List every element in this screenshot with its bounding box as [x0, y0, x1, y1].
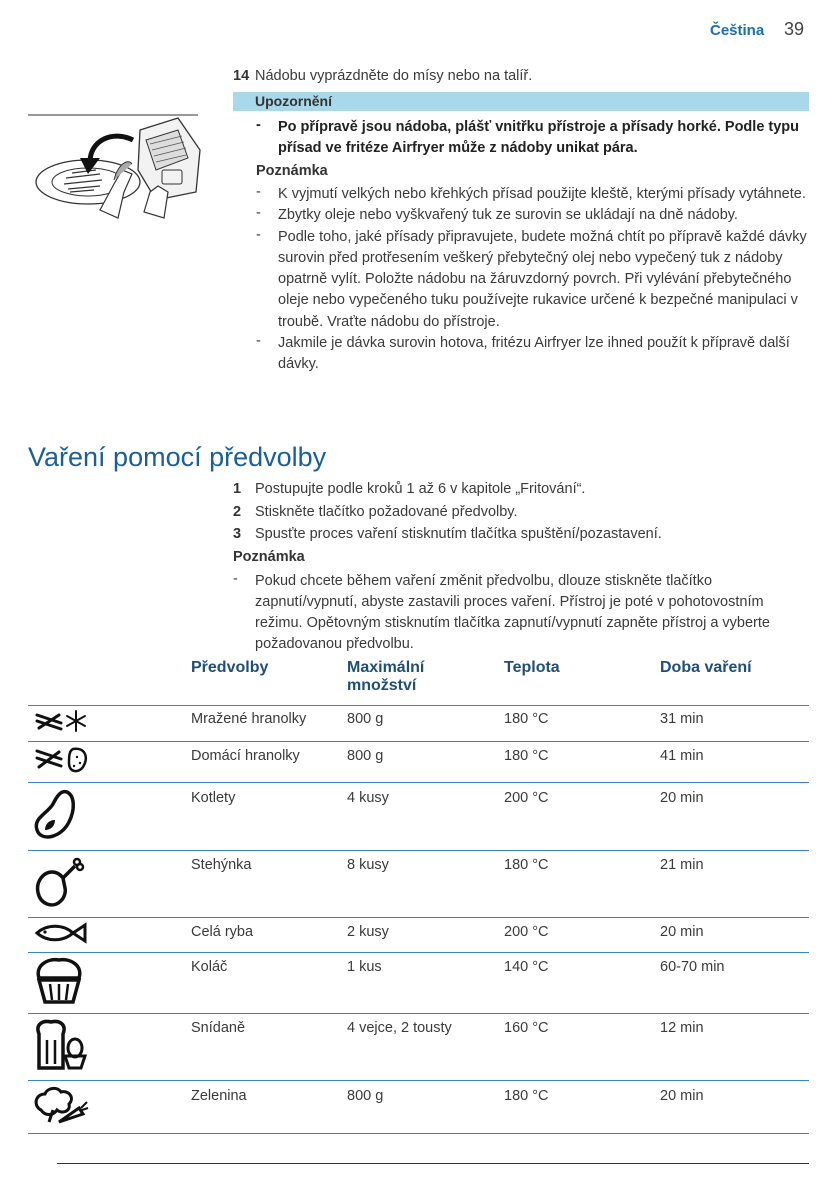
- temperature: 200 °C: [504, 790, 549, 806]
- temperature: 140 °C: [504, 959, 549, 975]
- drumstick-icon: [33, 856, 85, 908]
- row-divider: [28, 917, 809, 918]
- step-text: Postupujte podle kroků 1 až 6 v kapitole „Fritování“.: [255, 481, 586, 497]
- step-number: 1: [233, 481, 242, 497]
- row-divider: [28, 850, 809, 851]
- step-item: [233, 478, 662, 501]
- temperature: 160 °C: [504, 1020, 549, 1036]
- step-text: Spusťte proces vaření stisknutím tlačítka spuštění/pozastavení.: [255, 526, 662, 542]
- preset-name: Domácí hranolky: [191, 748, 300, 764]
- homemade-fries-icon: [33, 745, 91, 775]
- chop-icon: [33, 788, 78, 843]
- note-title: Poznámka: [256, 163, 328, 179]
- row-divider: [28, 1133, 809, 1134]
- temperature: 180 °C: [504, 1088, 549, 1104]
- row-divider: [28, 952, 809, 953]
- cook-time: 12 min: [660, 1020, 704, 1036]
- max-amount: 8 kusy: [347, 857, 389, 873]
- note-item: - Zbytky oleje nebo vyškvařený tuk ze surovin se ukládají na dně nádoby.: [256, 205, 812, 226]
- step-number: 2: [233, 503, 242, 520]
- temperature: 180 °C: [504, 748, 549, 764]
- step-number: 3: [233, 526, 242, 542]
- cook-time: 60-70 min: [660, 959, 725, 975]
- page-number: 39: [784, 19, 805, 39]
- warning-title: Upozornění: [255, 93, 332, 109]
- temperature: 180 °C: [504, 711, 549, 727]
- step-text: Nádobu vyprázdněte do mísy nebo na talíř.: [255, 68, 533, 84]
- footer-rule: [57, 1163, 809, 1164]
- row-divider: [28, 705, 809, 706]
- vegetables-icon: [33, 1086, 89, 1126]
- preset-name: Celá ryba: [191, 924, 254, 940]
- steps-list: [233, 478, 662, 546]
- step-number: 14: [233, 68, 250, 84]
- note-list: [256, 184, 812, 376]
- preset-name: Koláč: [191, 959, 228, 975]
- step-item: [233, 501, 662, 524]
- step-text: Stiskněte tlačítko požadované předvolby.: [255, 503, 518, 520]
- breakfast-icon: [33, 1018, 87, 1072]
- warning-item: - Po přípravě jsou nádoba, plášť vnitřku přístroje a přísady horké. Podle typu přísad ve fritéze Airfryer může z nádoby unikat pára.: [256, 117, 812, 159]
- language-label: Čeština: [710, 22, 765, 39]
- col-header-temp: Teplota: [504, 659, 560, 676]
- note-item: - Podle toho, jaké přísady připravujete, budete možná chtít po přípravě každé dávky surovin před protřesením veškerý přebytečný olej nebo vypečený tuk z nádoby opatrně vylít. Položte nádobu na žáruvzdorný povrch. Při vylévání přebytečného oleje nebo vypečeného tuku používejte rukavice určené k bezpečné manipulaci v troubě. Vraťte nádobu do přístroje.: [256, 227, 812, 333]
- note-item: - Jakmile je dávka surovin hotova, fritézu Airfryer lze ihned použít k přípravě další dávky.: [256, 333, 812, 376]
- note-item: - Pokud chcete během vaření změnit předvolbu, dlouze stiskněte tlačítko zapnutí/vypnutí, abyste zastavili proces vaření. Přístroj je poté v pohotovostním režimu. Opětovným stisknutím tlačítka zapnutí/vypnutí zapněte přístroj a vyberte požadovanou předvolbu.: [233, 571, 793, 655]
- max-amount: 1 kus: [347, 959, 382, 975]
- emptying-basket-illustration: [28, 100, 233, 230]
- cook-time: 20 min: [660, 1088, 704, 1104]
- preset-name: Kotlety: [191, 790, 236, 806]
- cook-time: 31 min: [660, 711, 704, 727]
- note-list: [233, 571, 793, 655]
- cook-time: 20 min: [660, 790, 704, 806]
- max-amount: 800 g: [347, 748, 384, 764]
- step-14: [233, 68, 532, 84]
- max-amount: 800 g: [347, 711, 384, 727]
- row-divider: [28, 782, 809, 783]
- max-amount: 800 g: [347, 1088, 384, 1104]
- row-divider: [28, 741, 809, 742]
- col-header-time: Doba vaření: [660, 659, 752, 676]
- step-item: [233, 523, 662, 546]
- note-item: - K vyjmutí velkých nebo křehkých přísad použijte kleště, kterými přísady vytáhnete.: [256, 184, 812, 205]
- temperature: 200 °C: [504, 924, 549, 940]
- col-header-preset: Předvolby: [191, 659, 269, 676]
- row-divider: [28, 1080, 809, 1081]
- frozen-fries-icon: [33, 709, 91, 733]
- preset-name: Zelenina: [191, 1088, 247, 1104]
- cook-time: 41 min: [660, 748, 704, 764]
- max-amount: 2 kusy: [347, 924, 389, 940]
- row-divider: [28, 1013, 809, 1014]
- preset-name: Snídaně: [191, 1020, 246, 1036]
- fish-icon: [33, 922, 88, 944]
- max-amount: 4 kusy: [347, 790, 389, 806]
- warning-bar: [233, 92, 809, 111]
- cook-time: 21 min: [660, 857, 704, 873]
- preset-name: Stehýnka: [191, 857, 252, 873]
- cake-icon: [33, 956, 85, 1006]
- note-title: Poznámka: [233, 549, 305, 565]
- warning-body: [256, 117, 812, 159]
- preset-name: Mražené hranolky: [191, 711, 307, 727]
- temperature: 180 °C: [504, 857, 549, 873]
- section-title: Vaření pomocí předvolby: [28, 442, 327, 472]
- col-header-amount: Maximální množství: [347, 659, 425, 694]
- cook-time: 20 min: [660, 924, 704, 940]
- max-amount: 4 vejce, 2 tousty: [347, 1020, 452, 1036]
